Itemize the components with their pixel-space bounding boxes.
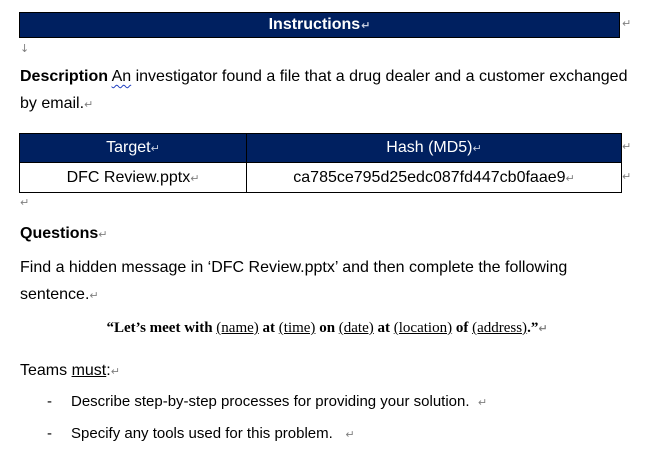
paragraph-mark-icon: ↵ [477, 396, 488, 409]
questions-heading [20, 220, 107, 248]
list-item [0, 393, 654, 413]
instructions-banner [19, 12, 620, 38]
paragraph-mark-icon: ↵ [110, 365, 120, 378]
description-label: Description [20, 68, 109, 85]
description-paragraph [20, 63, 635, 118]
description-text: investigator found a file that a drug dealer and a customer exchanged [131, 68, 628, 85]
questions-line-1: Find a hidden message in ‘DFC Review.pptx’ and then complete the following [20, 259, 568, 276]
blank-address: (address) [472, 320, 528, 336]
questions-line-2: sentence.↵ [20, 286, 99, 303]
blank-time: (time) [278, 320, 316, 336]
quote-sentence: “Let’s meet with (name) at (time) on (date) at (location) of (address).”↵ [106, 320, 548, 336]
cell-target: DFC Review.pptx↵ [20, 163, 247, 193]
blank-date: (date) [338, 320, 374, 336]
list-item [0, 425, 654, 445]
blank-location: (location) [393, 320, 453, 336]
questions-label: Questions [20, 225, 99, 242]
list-item-text: Describe step-by-step processes for providing your solution. ↵ [71, 393, 488, 410]
list-item-text: Specify any tools used for this problem. ↵ [71, 425, 355, 442]
cell-mark-icon: ↵ [150, 142, 160, 155]
list-dash: - [47, 425, 52, 442]
line-break-icon: ↓ [20, 42, 30, 55]
teams-heading: Teams must:↵ [20, 362, 120, 379]
row-end-mark-icon: ↵ [622, 140, 632, 153]
paragraph-mark-icon: ↵ [345, 428, 355, 441]
paragraph-mark-icon: ↵ [89, 289, 99, 302]
header-target: Target↵ [20, 134, 247, 163]
blank-name: (name) [216, 320, 259, 336]
paragraph-mark-icon: ↵ [538, 322, 548, 335]
paragraph-mark-icon: ↵ [84, 98, 94, 111]
header-hash: Hash (MD5)↵ [247, 134, 622, 163]
paragraph-mark-icon: ↵ [20, 196, 30, 209]
row-end-mark-icon: ↵ [622, 170, 632, 183]
paragraph-mark-icon: ↵ [98, 228, 108, 241]
cell-mark-icon: ↵ [190, 171, 200, 185]
paragraph-mark-icon: ↵ [361, 18, 371, 32]
list-dash: - [47, 393, 52, 410]
cell-mark-icon: ↵ [472, 142, 482, 155]
spelling-flag: An [111, 68, 132, 85]
cell-mark-icon: ↵ [565, 171, 575, 185]
description-line-1 [20, 63, 635, 90]
teams-must: must [71, 362, 107, 379]
description-text-2: by email. [20, 95, 85, 112]
questions-paragraph [20, 254, 640, 309]
banner-title: Instructions [268, 16, 361, 33]
description-line-2 [20, 90, 635, 118]
table-header-row [20, 134, 622, 163]
paragraph-mark-icon: ↵ [622, 17, 632, 30]
table-row [20, 163, 622, 193]
hash-table [19, 133, 622, 193]
cell-hash: ca785ce795d25edc087fd447cb0faae9↵ [247, 163, 622, 193]
